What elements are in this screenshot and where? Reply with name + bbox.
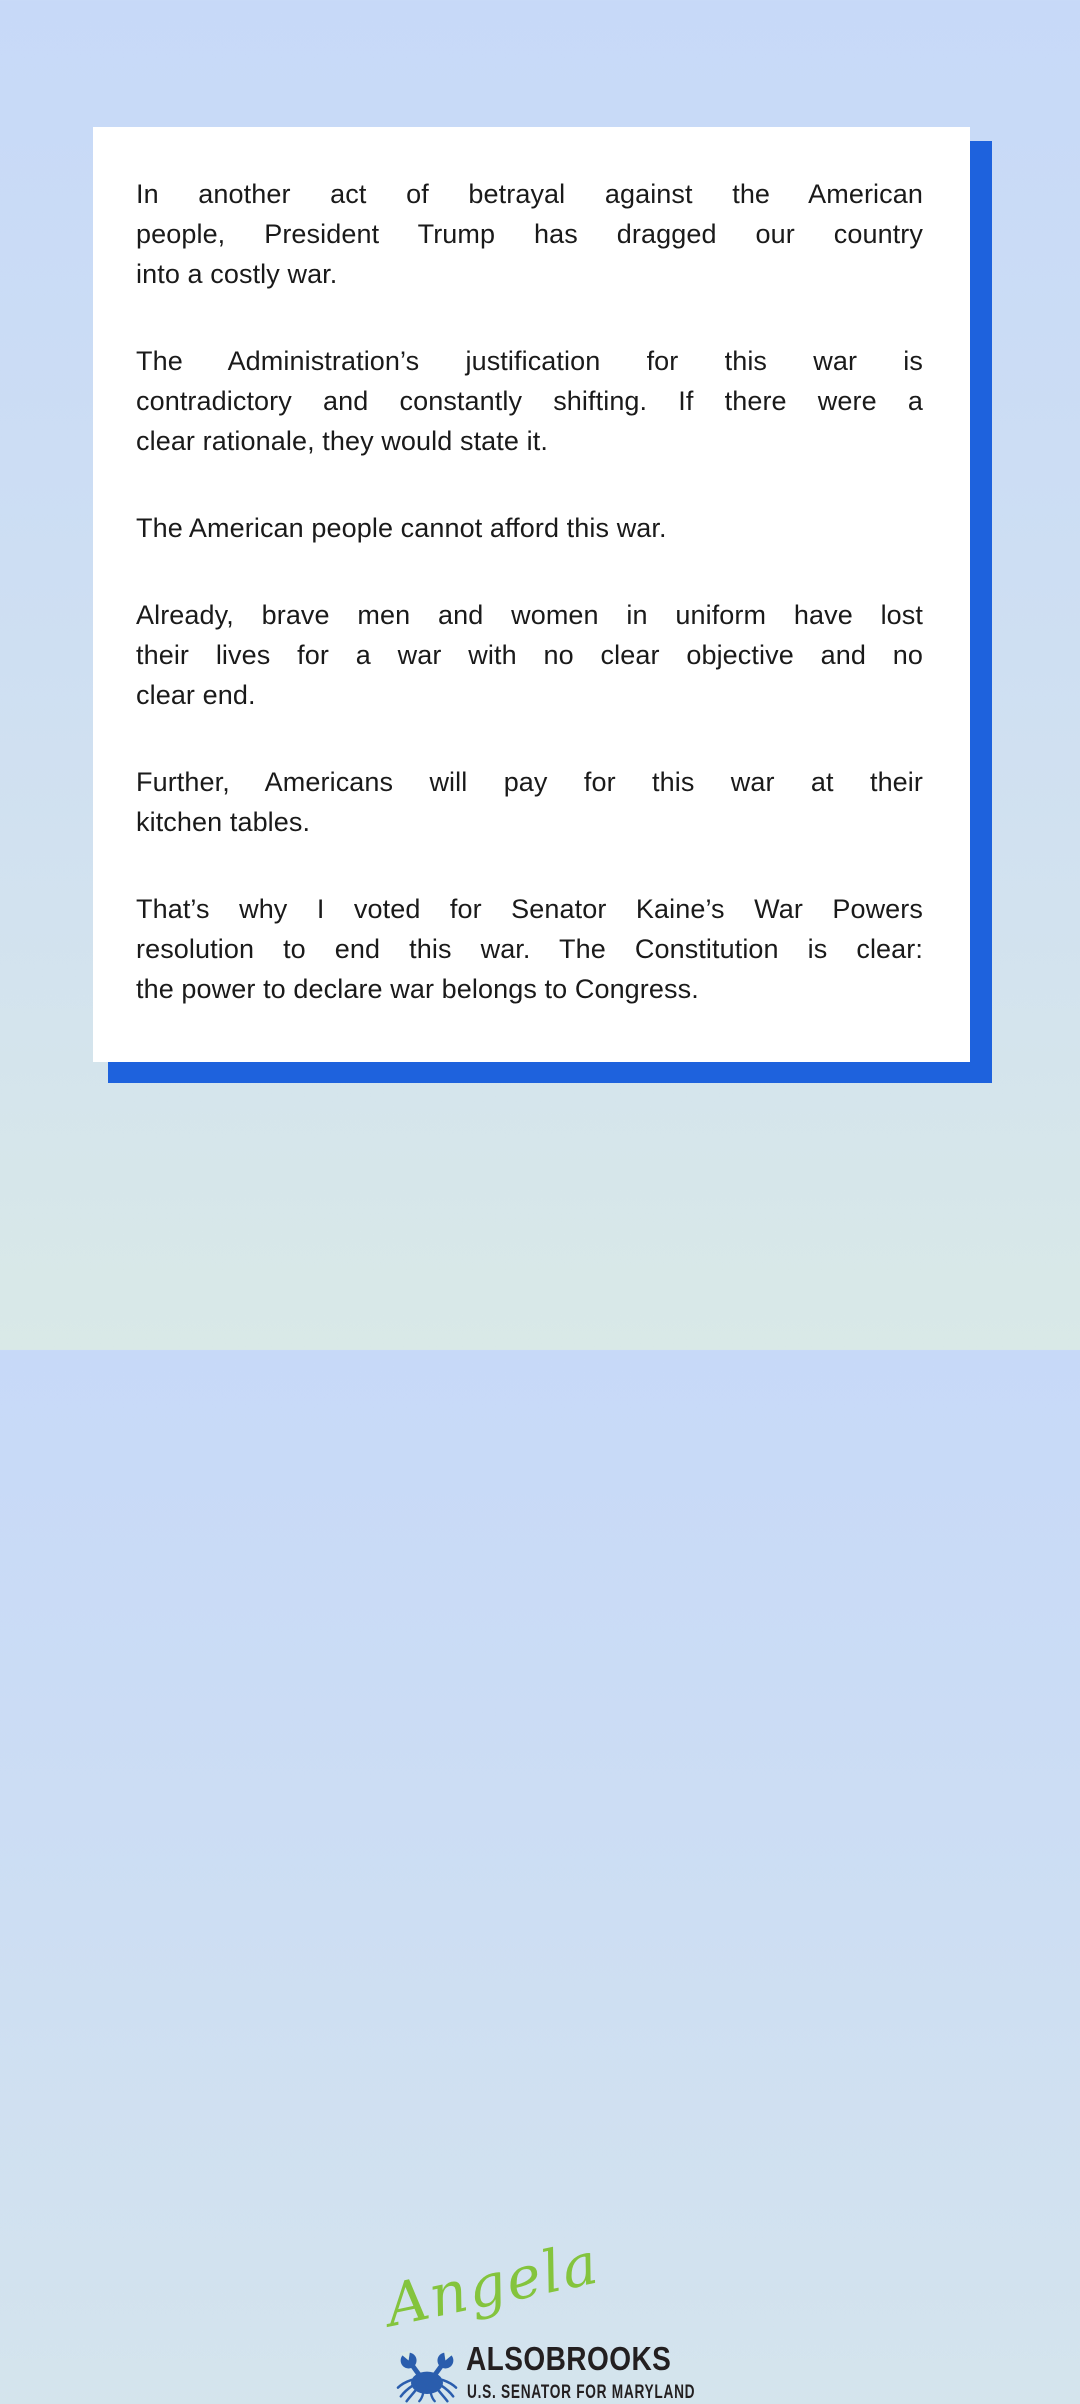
paragraph-line: their lives for a war with no clear objective and no (136, 640, 923, 670)
paragraph-line: people, President Trump has dragged our country (136, 219, 923, 249)
paragraph-line: In another act of betrayal against the American (136, 179, 923, 209)
paragraph-line: clear rationale, they would state it. (136, 426, 548, 456)
paragraph (136, 341, 923, 461)
paragraph (136, 595, 923, 715)
statement-card (93, 127, 970, 1062)
statement-text (136, 174, 923, 1009)
paragraph-line: contradictory and constantly shifting. If there were a (136, 386, 923, 416)
paragraph-line: clear end. (136, 680, 256, 710)
paragraph (136, 508, 923, 548)
paragraph-line: Already, brave men and women in uniform have lost (136, 600, 923, 630)
crab-icon (396, 2350, 458, 2404)
logo-name: ALSOBROOKS (466, 2340, 672, 2377)
paragraph-line: The American people cannot afford this war. (136, 513, 667, 543)
paragraph-line: resolution to end this war. The Constitution is clear: (136, 934, 923, 964)
paragraph-line: That’s why I voted for Senator Kaine’s War Powers (136, 894, 923, 924)
paragraph-line: into a costly war. (136, 259, 338, 289)
signature-script: Angela (379, 2228, 606, 2340)
paragraph-line: Further, Americans will pay for this war at their (136, 767, 923, 797)
paragraph-line: The Administration’s justification for this war is (136, 346, 923, 376)
paragraph-line: the power to declare war belongs to Congress. (136, 974, 699, 1004)
campaign-logo (0, 1130, 1080, 2403)
paragraph (136, 889, 923, 1009)
paragraph-line: kitchen tables. (136, 807, 311, 837)
paragraph (136, 174, 923, 294)
paragraph (136, 762, 923, 842)
logo-title: U.S. SENATOR FOR MARYLAND (467, 2382, 696, 2403)
